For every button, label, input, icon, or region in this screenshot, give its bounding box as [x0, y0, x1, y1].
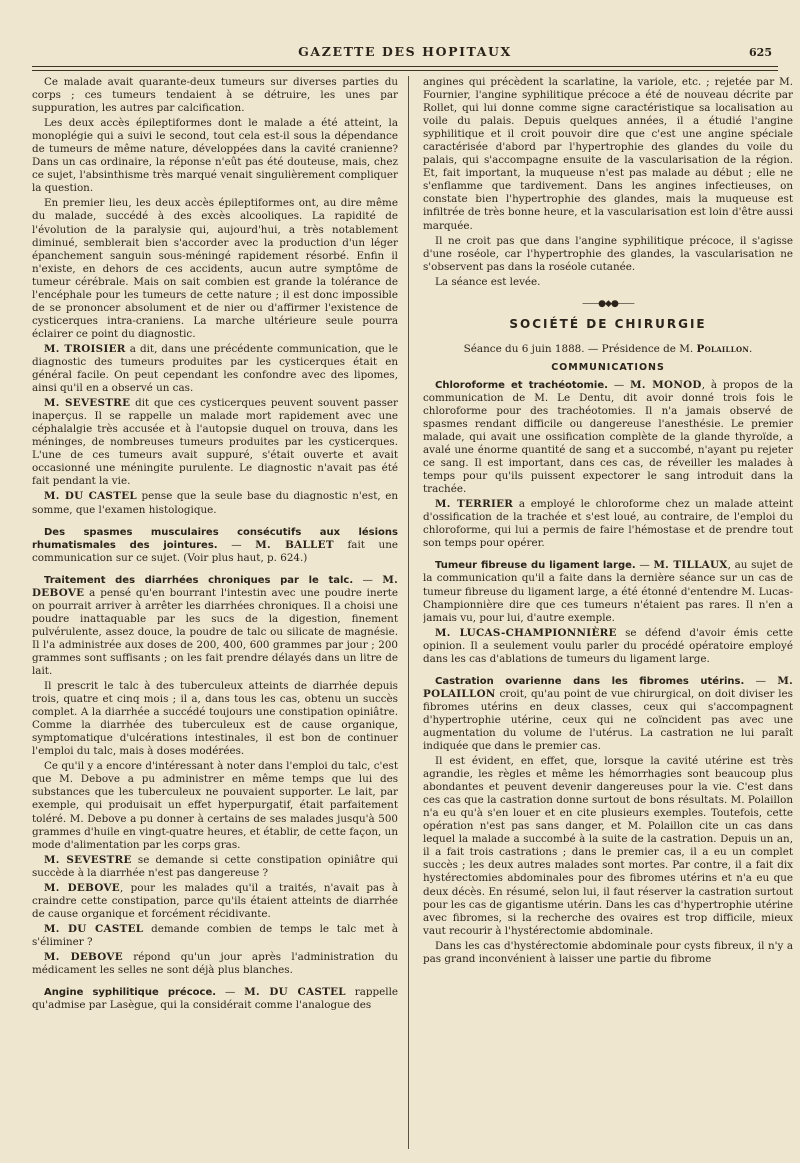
paragraph-text: pense que la seule base du diagnostic n'est, en somme, que l'examen histologique.	[32, 490, 398, 516]
paragraph	[32, 951, 398, 977]
paragraph	[423, 498, 793, 550]
paragraph: Ce qu'il y a encore d'intéressant à noter dans l'emploi du talc, c'est que M. Debove a pu administrer en même temps que lui des substances que les tuberculeux ne pouvaient supporter. Le lait, par exemple, qui produisait un effet hyperpurgatif, était parfaitement toléré. M. Debove a pu donner à certains de ses malades jusqu'à 500 grammes d'huile en vingt-quatre heures, et établir, de cette façon, un mode d'alimentation par les corps gras.	[32, 760, 398, 851]
speaker-name: M. MONOD	[630, 378, 702, 391]
paragraph	[32, 923, 398, 949]
section-heading: Traitement des diarrhées chroniques par le talc.	[44, 574, 354, 586]
paragraph-text: se défend d'avoir émis cette opinion. Il a seulement voulu parler du procédé opératoire employé dans les cas d'ablations de tumeurs du ligament large.	[423, 626, 793, 665]
paragraph-text: a dit, dans une précédente communication, que le diagnostic des tumeurs produites par les cysticerques était en général facile. On peut cependant les confondre avec des lipomes, ainsi qu'il en a observé un cas.	[32, 342, 398, 395]
society-title: SOCIÉTÉ DE CHIRURGIE	[509, 316, 707, 331]
paragraph-text: a employé le chloroforme chez un malade atteint d'ossification de la trachée et s'est loué, au contraire, de l'emploi du chloroforme, qui lui a permis de faire l'hémostase et de prendre tout son temps pour opérer.	[423, 498, 793, 550]
speaker-name: M. LUCAS-CHAMPIONNIÈRE	[435, 626, 617, 639]
paragraph-text: se demande si cette constipation opiniâtre qui succède à la diarrhée n'est pas dangereuse ?	[32, 853, 398, 879]
paragraph-text: , pour les malades qu'il a traités, n'avait pas à craindre cette constipation, parce qu'ils étaient atteints de diarrhée de cause organique et forcément récidivante.	[32, 881, 398, 920]
speaker-name: M. SEVESTRE	[44, 853, 132, 866]
paragraph: Il est évident, en effet, que, lorsque la cavité utérine est très agrandie, les règles et même les hémorrhagies sont beaucoup plus abondantes et peuvent devenir dangereuses pour la vie. C'est dans ces cas que la castration donne surtout de bons résultats. M. Polaillon n'a eu qu'à s'en louer et en cite plusieurs exemples. Toutefois, cette opération n'est pas sans danger, et M. Polaillon cite un cas dans lequel la malade a succombé à la suite de la castration. Depuis un an, il a fait trois castrations ; dans le premier cas, il a eu un complet succès ; les deux autres malades sont mortes. Par contre, il a fait dix hystérectomies abdominales pour des fibromes utérins et n'a eu que deux décès. En résumé, selon lui, il faut réserver la castration surtout pour les cas de gigantisme utérin. Dans les cas d'hypertrophie utérine avec fibromes, si la recherche des ovaires est trop difficile, mieux vaut recourir à l'hystérectomie abdominale.	[423, 755, 793, 937]
section-heading: Des spasmes musculaires consécutifs aux lésions rhumatismales des jointures.	[32, 526, 398, 551]
paragraph	[32, 490, 398, 516]
paragraph: Dans les cas d'hystérectomie abdominale pour cysts fibreux, il n'y a pas grand inconvénient à laisser une partie du fibrome	[423, 939, 793, 965]
journal-title: GAZETTE DES HOPITAUX	[298, 44, 512, 59]
two-column-body	[32, 76, 793, 1149]
president-name: Polaillon	[696, 342, 750, 355]
speaker-name: M. BALLET	[255, 538, 334, 551]
paragraph-text: rappelle qu'admise par Lasègue, qui la considérait comme l'analogue des	[32, 986, 398, 1012]
speaker-name: M. DEBOVE	[44, 881, 120, 894]
speaker-name: M. DU CASTEL	[44, 490, 137, 503]
speaker-name: M. DU CASTEL	[244, 986, 346, 999]
section-paragraph: Tumeur fibreuse du ligament large. — M. TILLAUX, au sujet de la communication qu'il a faite dans la dernière séance sur un cas de tumeur fibreuse du ligament large, a été étonné d'entendre M. Lucas-Championnière dire que ces tumeurs n'étaient pas rares. Il n'en a jamais vu, pour lui, d'autre exemple.	[423, 559, 793, 624]
section-ornament: ——●◆●——	[582, 298, 634, 309]
speaker-name: M. DU CASTEL	[44, 922, 144, 935]
header-rule	[32, 66, 778, 71]
speaker-name: M. TERRIER	[435, 498, 514, 511]
paragraph: Ce malade avait quarante-deux tumeurs sur diverses parties du corps ; ces tumeurs tendaient à se détruire, les unes par suppuration, les autres par calcification.	[32, 76, 398, 115]
speaker-name: M. SEVESTRE	[44, 397, 131, 410]
paragraph: angines qui précèdent la scarlatine, la variole, etc. ; rejetée par M. Fournier, l'angine syphilitique précoce a été de nouveau décrite par Rollet, qui lui donne comme signe caractéristique sa localisation au voile du palais. Depuis quelques années, il a étudié l'angine syphilitique et il croit pouvoir dire que c'est une angine spéciale caractérisée d'abord par l'hypertrophie des glandes du voile du palais, qui s'accompagne ensuite de la vascularisation de la région. Et, fait important, la muqueuse n'est pas malade au début ; elle ne s'enflamme que tardivement. Dans les angines infectieuses, on constate bien l'hypertrophie des glandes, mais la muqueuse est infiltrée de très bonne heure, et la vascularisation est loin d'être aussi marquée.	[423, 76, 793, 232]
paragraph-text: dit que ces cysticerques peuvent souvent passer inaperçus. Il se rappelle un malade mort rapidement avec une céphalalgie très accusée et à l'autopsie duquel on trouva, dans les méninges, de nombreuses tumeurs produites par les cysticerques. L'une de ces tumeurs avait suppuré, s'était ouverte et avait occasionné une méningite purulente. Le diagnostic n'avait pas été fait pendant la vie.	[32, 397, 398, 488]
paragraph-text: demande combien de temps le talc met à s'éliminer ?	[32, 922, 398, 948]
paragraph-text: a pensé qu'en bourrant l'intestin avec une poudre inerte on pourrait arriver à arrêter les diarrhées chroniques. Il a choisi une poudre inattaquable par les sucs de la digestion, finement pulvérulente, assez douce, la poudre de talc ou silicate de magnésie. Il l'a administrée aux doses de 200, 400, 600 grammes par jour ; 200 grammes sont suffisants ; on les fait prendre délayés dans un litre de lait.	[32, 586, 398, 678]
section-paragraph: Chloroforme et trachéotomie. — M. MONOD, à propos de la communication de M. Le Dentu, dit avoir donné trois fois le chloroforme pour des trachéotomies. Il n'a jamais observé de spasmes rendant difficile ou dangereuse l'anesthésie. Le premier malade, qui avait une ossification complète de la glande thyroïde, a avalé une énorme quantité de sang et a succombé, n'ayant pu rejeter ce sang. Il est important, dans ces cas, de réveiller les malades à temps pour qu'ils puissent expectorer le sang introduit dans la trachée.	[423, 378, 793, 496]
paragraph-text: répond qu'un jour après l'administration du médicament les selles ne sont déjà plus blanches.	[32, 951, 398, 977]
paragraph: Les deux accès épileptiformes dont le malade a été atteint, la monoplégie qui a suivi le second, tout cela est-il sous la dépendance de tumeurs de même nature, développées dans la cavité cranienne? Dans un cas ordinaire, la réponse n'eût pas été douteuse, mais, chez ce sujet, l'absinthisme très marqué venait singulièrement compliquer la question.	[32, 117, 398, 195]
speaker-name: M. TILLAUX	[653, 559, 728, 572]
section-paragraph: Des spasmes musculaires consécutifs aux lésions rhumatismales des jointures. — M. BALLET fait une communication sur ce sujet. (Voir plus haut, p. 624.)	[32, 526, 399, 564]
section-heading: Chloroforme et trachéotomie.	[435, 379, 608, 391]
paragraph	[32, 343, 398, 395]
paragraph: En premier lieu, les deux accès épileptiformes ont, au dire même du malade, succédé à des excès alcooliques. La rapidité de l'évolution de la paralysie qui, aujourd'hui, a très notablement diminué, semblerait bien s'accorder avec la production d'un léger épanchement sanguin sous-méningé rapidement résorbé. Enfin il n'existe, en dehors de ces accidents, aucun autre symptôme de tumeur cérébrale. Mais on sait combien est grande la tolérance de l'encéphale pour les tumeurs de cette nature ; il est donc impossible de se prononcer absolument et de nier ou d'affirmer l'existence de cysticerques intra-craniens. La marche ultérieure seule pourra éclairer ce point du diagnostic.	[32, 197, 398, 340]
paragraph-text: , à propos de la communication de M. Le Dentu, dit avoir donné trois fois le chloroforme pour des trachéotomies. Il n'a jamais observé de spasmes rendant difficile ou dangereuse l'anesthésie. Le premier malade, qui avait une ossification complète de la glande thyroïde, a avalé une énorme quantité de sang et a succombé, n'ayant pu rejeter ce sang. Il est important, dans ces cas, de réveiller les malades à temps pour qu'ils puissent expectorer le sang introduit dans la trachée.	[423, 378, 793, 496]
speaker-name: M. DEBOVE	[32, 573, 398, 599]
section-heading: Tumeur fibreuse du ligament large.	[435, 560, 636, 572]
paragraph	[32, 397, 398, 488]
section-paragraph: Castration ovarienne dans les fibromes utérins. — M. POLAILLON croit, qu'au point de vue chirurgical, on doit diviser les fibromes utérins en deux classes, ceux qui s'accompagnent d'hypertrophie utérine, ceux qui ne coïncident pas avec une augmentation du volume de l'utérus. La castration ne lui paraît indiquée que dans le premier cas.	[423, 674, 793, 753]
paragraph: Il prescrit le talc à des tuberculeux atteints de diarrhée depuis trois, quatre et cinq mois ; il a, dans tous les cas, obtenu un succès complet. A la diarrhée a succédé toujours une constipation opiniâtre. Comme la diarrhée des tuberculeux est de cause organique, symptomatique d'ulcérations intestinales, il est bon de continuer l'emploi du talc, mais à doses modérées.	[32, 680, 398, 758]
page-number: 625	[749, 46, 772, 59]
section-paragraph: Angine syphilitique précoce. — M. DU CASTEL rappelle qu'admise par Lasègue, qui la considérait comme l'analogue des	[32, 986, 398, 1012]
section-heading: Angine syphilitique précoce.	[44, 987, 217, 999]
speaker-name: M. DEBOVE	[44, 951, 123, 963]
section-heading: Castration ovarienne dans les fibromes utérins.	[435, 675, 745, 687]
speaker-name: M. TROISIER	[44, 342, 126, 355]
session-line: Séance du 6 juin 1888. — Présidence de M. Polaillon.	[463, 342, 753, 355]
paragraph-text: fait une communication sur ce sujet. (Voir plus haut, p. 624.)	[32, 538, 399, 564]
paragraph: Il ne croit pas que dans l'angine syphilitique précoce, il s'agisse d'une roséole, car l'hypertrophie des glandes, la vascularisation ne s'observent pas dans la roséole cutanée.	[423, 234, 793, 273]
paragraph-text: croit, qu'au point de vue chirurgical, on doit diviser les fibromes utérins en deux classes, ceux qui s'accompagnent d'hypertrophie utérine, ceux qui ne coïncident pas avec une augmentation du volume de l'utérus. La castration ne lui paraît indiquée que dans le premier cas.	[423, 687, 793, 753]
paragraph	[32, 854, 398, 880]
left-column	[32, 76, 409, 1149]
right-column	[423, 76, 793, 1149]
paragraph: La séance est levée.	[435, 275, 541, 288]
page-header	[32, 44, 778, 64]
communications-heading: COMMUNICATIONS	[551, 361, 665, 373]
section-paragraph: Traitement des diarrhées chroniques par le talc. — M. DEBOVE a pensé qu'en bourrant l'intestin avec une poudre inerte on pourrait arriver à arrêter les diarrhées chroniques. Il a choisi une poudre inattaquable par les sucs de la digestion, finement pulvérulente, assez douce, la poudre de talc ou silicate de magnésie. Il l'a administrée aux doses de 200, 400, 600 grammes par jour ; 200 grammes sont suffisants ; on les fait prendre délayés dans un litre de lait.	[32, 573, 398, 678]
paragraph	[32, 882, 398, 921]
speaker-name: M. POLAILLON	[423, 674, 793, 700]
paragraph	[423, 627, 793, 666]
paragraph-text: , au sujet de la communication qu'il a faite dans la dernière séance sur un cas de tumeur fibreuse du ligament large, a été étonné d'entendre M. Lucas-Championnière dire que ces tumeurs n'étaient pas rares. Il n'en a jamais vu, pour lui, d'autre exemple.	[423, 559, 793, 624]
